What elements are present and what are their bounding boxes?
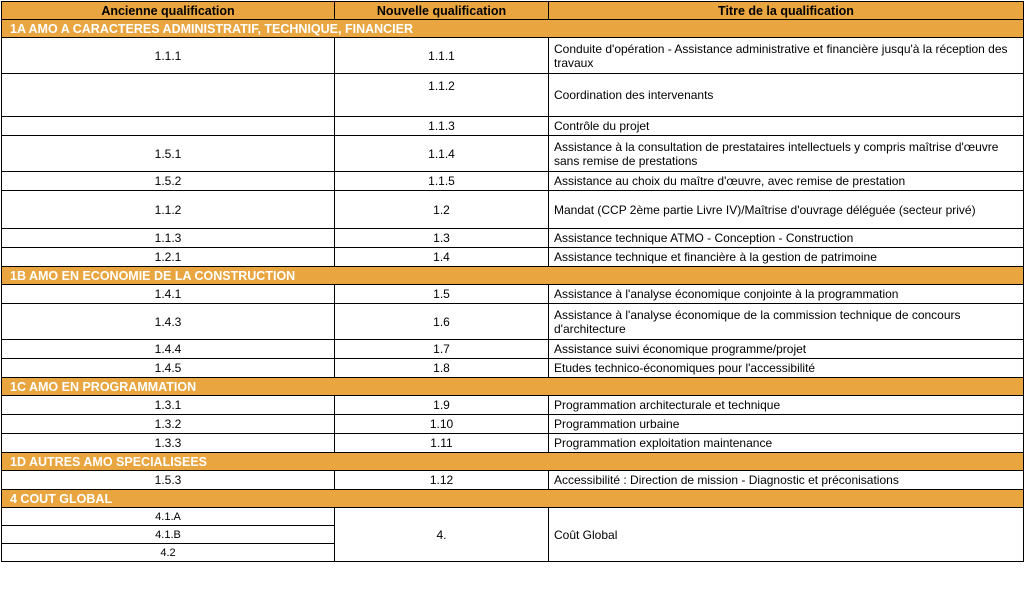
new-code: 1.4: [335, 248, 549, 267]
new-code: 1.10: [335, 415, 549, 434]
section-title: 1D AUTRES AMO SPECIALISEES: [2, 453, 1024, 471]
new-code: 1.1.2: [335, 74, 549, 117]
new-code: 1.9: [335, 396, 549, 415]
old-code: 1.2.1: [2, 248, 335, 267]
old-code: 1.4.3: [2, 304, 335, 340]
old-code: 1.3.2: [2, 415, 335, 434]
qualification-title: Assistance au choix du maître d'œuvre, avec remise de prestation: [549, 172, 1024, 191]
table-row: [2, 191, 1024, 229]
table-row: [2, 396, 1024, 415]
qualification-title: Contrôle du projet: [549, 117, 1024, 136]
old-code: [2, 117, 335, 136]
section-1b: [2, 267, 1024, 285]
new-code: 4.: [335, 508, 549, 562]
table-row: [2, 74, 1024, 117]
qualification-title: Accessibilité : Direction de mission - Diagnostic et préconisations: [549, 471, 1024, 490]
new-code: 1.1.3: [335, 117, 549, 136]
qualification-title: Programmation urbaine: [549, 415, 1024, 434]
old-code: 4.2: [2, 544, 335, 562]
new-code: 1.3: [335, 229, 549, 248]
table-row: [2, 248, 1024, 267]
table-row: [2, 508, 1024, 526]
section-title: 1C AMO EN PROGRAMMATION: [2, 378, 1024, 396]
section-1a: [2, 20, 1024, 38]
new-code: 1.5: [335, 285, 549, 304]
table-row: [2, 359, 1024, 378]
table-row: [2, 471, 1024, 490]
qualification-title: Programmation exploitation maintenance: [549, 434, 1024, 453]
new-code: 1.8: [335, 359, 549, 378]
table-row: [2, 172, 1024, 191]
new-code: 1.2: [335, 191, 549, 229]
old-code: 1.3.1: [2, 396, 335, 415]
table-row: [2, 229, 1024, 248]
table-row: [2, 304, 1024, 340]
header-nouvelle: Nouvelle qualification: [335, 2, 549, 20]
qualification-title: Assistance à l'analyse économique conjointe à la programmation: [549, 285, 1024, 304]
qualification-table: [1, 1, 1024, 562]
old-code: 1.4.4: [2, 340, 335, 359]
old-code: 1.5.2: [2, 172, 335, 191]
new-code: 1.1.5: [335, 172, 549, 191]
table-row: [2, 38, 1024, 74]
old-code: 1.5.1: [2, 136, 335, 172]
table-row: [2, 285, 1024, 304]
qualification-title: Coordination des intervenants: [549, 74, 1024, 117]
old-code: 1.1.1: [2, 38, 335, 74]
section-title: 4 COUT GLOBAL: [2, 490, 1024, 508]
header-row: [2, 2, 1024, 20]
old-code: 4.1.A: [2, 508, 335, 526]
qualification-title: Assistance à la consultation de prestataires intellectuels y compris maîtrise d'œuvre sans remise de prestations: [549, 136, 1024, 172]
section-title: 1A AMO A CARACTERES ADMINISTRATIF, TECHNIQUE, FINANCIER: [2, 20, 1024, 38]
qualification-title: Conduite d'opération - Assistance administrative et financière jusqu'à la réception des travaux: [549, 38, 1024, 74]
qualification-title: Etudes technico-économiques pour l'accessibilité: [549, 359, 1024, 378]
qualification-title: Programmation architecturale et technique: [549, 396, 1024, 415]
old-code: 1.1.3: [2, 229, 335, 248]
old-code: 4.1.B: [2, 526, 335, 544]
header-titre: Titre de la qualification: [549, 2, 1024, 20]
old-code: 1.5.3: [2, 471, 335, 490]
table-row: [2, 136, 1024, 172]
qualification-title: Assistance technique ATMO - Conception - Construction: [549, 229, 1024, 248]
qualification-title: Mandat (CCP 2ème partie Livre IV)/Maîtrise d'ouvrage déléguée (secteur privé): [549, 191, 1024, 229]
table-row: [2, 434, 1024, 453]
old-code: [2, 74, 335, 117]
qualification-title: Assistance suivi économique programme/projet: [549, 340, 1024, 359]
old-code: 1.4.1: [2, 285, 335, 304]
new-code: 1.11: [335, 434, 549, 453]
new-code: 1.1.1: [335, 38, 549, 74]
new-code: 1.1.4: [335, 136, 549, 172]
table-row: [2, 340, 1024, 359]
new-code: 1.12: [335, 471, 549, 490]
qualification-title: Coût Global: [549, 508, 1024, 562]
section-1c: [2, 378, 1024, 396]
new-code: 1.6: [335, 304, 549, 340]
table-row: [2, 117, 1024, 136]
header-ancienne: Ancienne qualification: [2, 2, 335, 20]
qualification-title: Assistance à l'analyse économique de la commission technique de concours d'architecture: [549, 304, 1024, 340]
old-code: 1.1.2: [2, 191, 335, 229]
old-code: 1.3.3: [2, 434, 335, 453]
section-4: [2, 490, 1024, 508]
old-code: 1.4.5: [2, 359, 335, 378]
section-1d: [2, 453, 1024, 471]
section-title: 1B AMO EN ECONOMIE DE LA CONSTRUCTION: [2, 267, 1024, 285]
table-row: [2, 415, 1024, 434]
qualification-title: Assistance technique et financière à la gestion de patrimoine: [549, 248, 1024, 267]
new-code: 1.7: [335, 340, 549, 359]
